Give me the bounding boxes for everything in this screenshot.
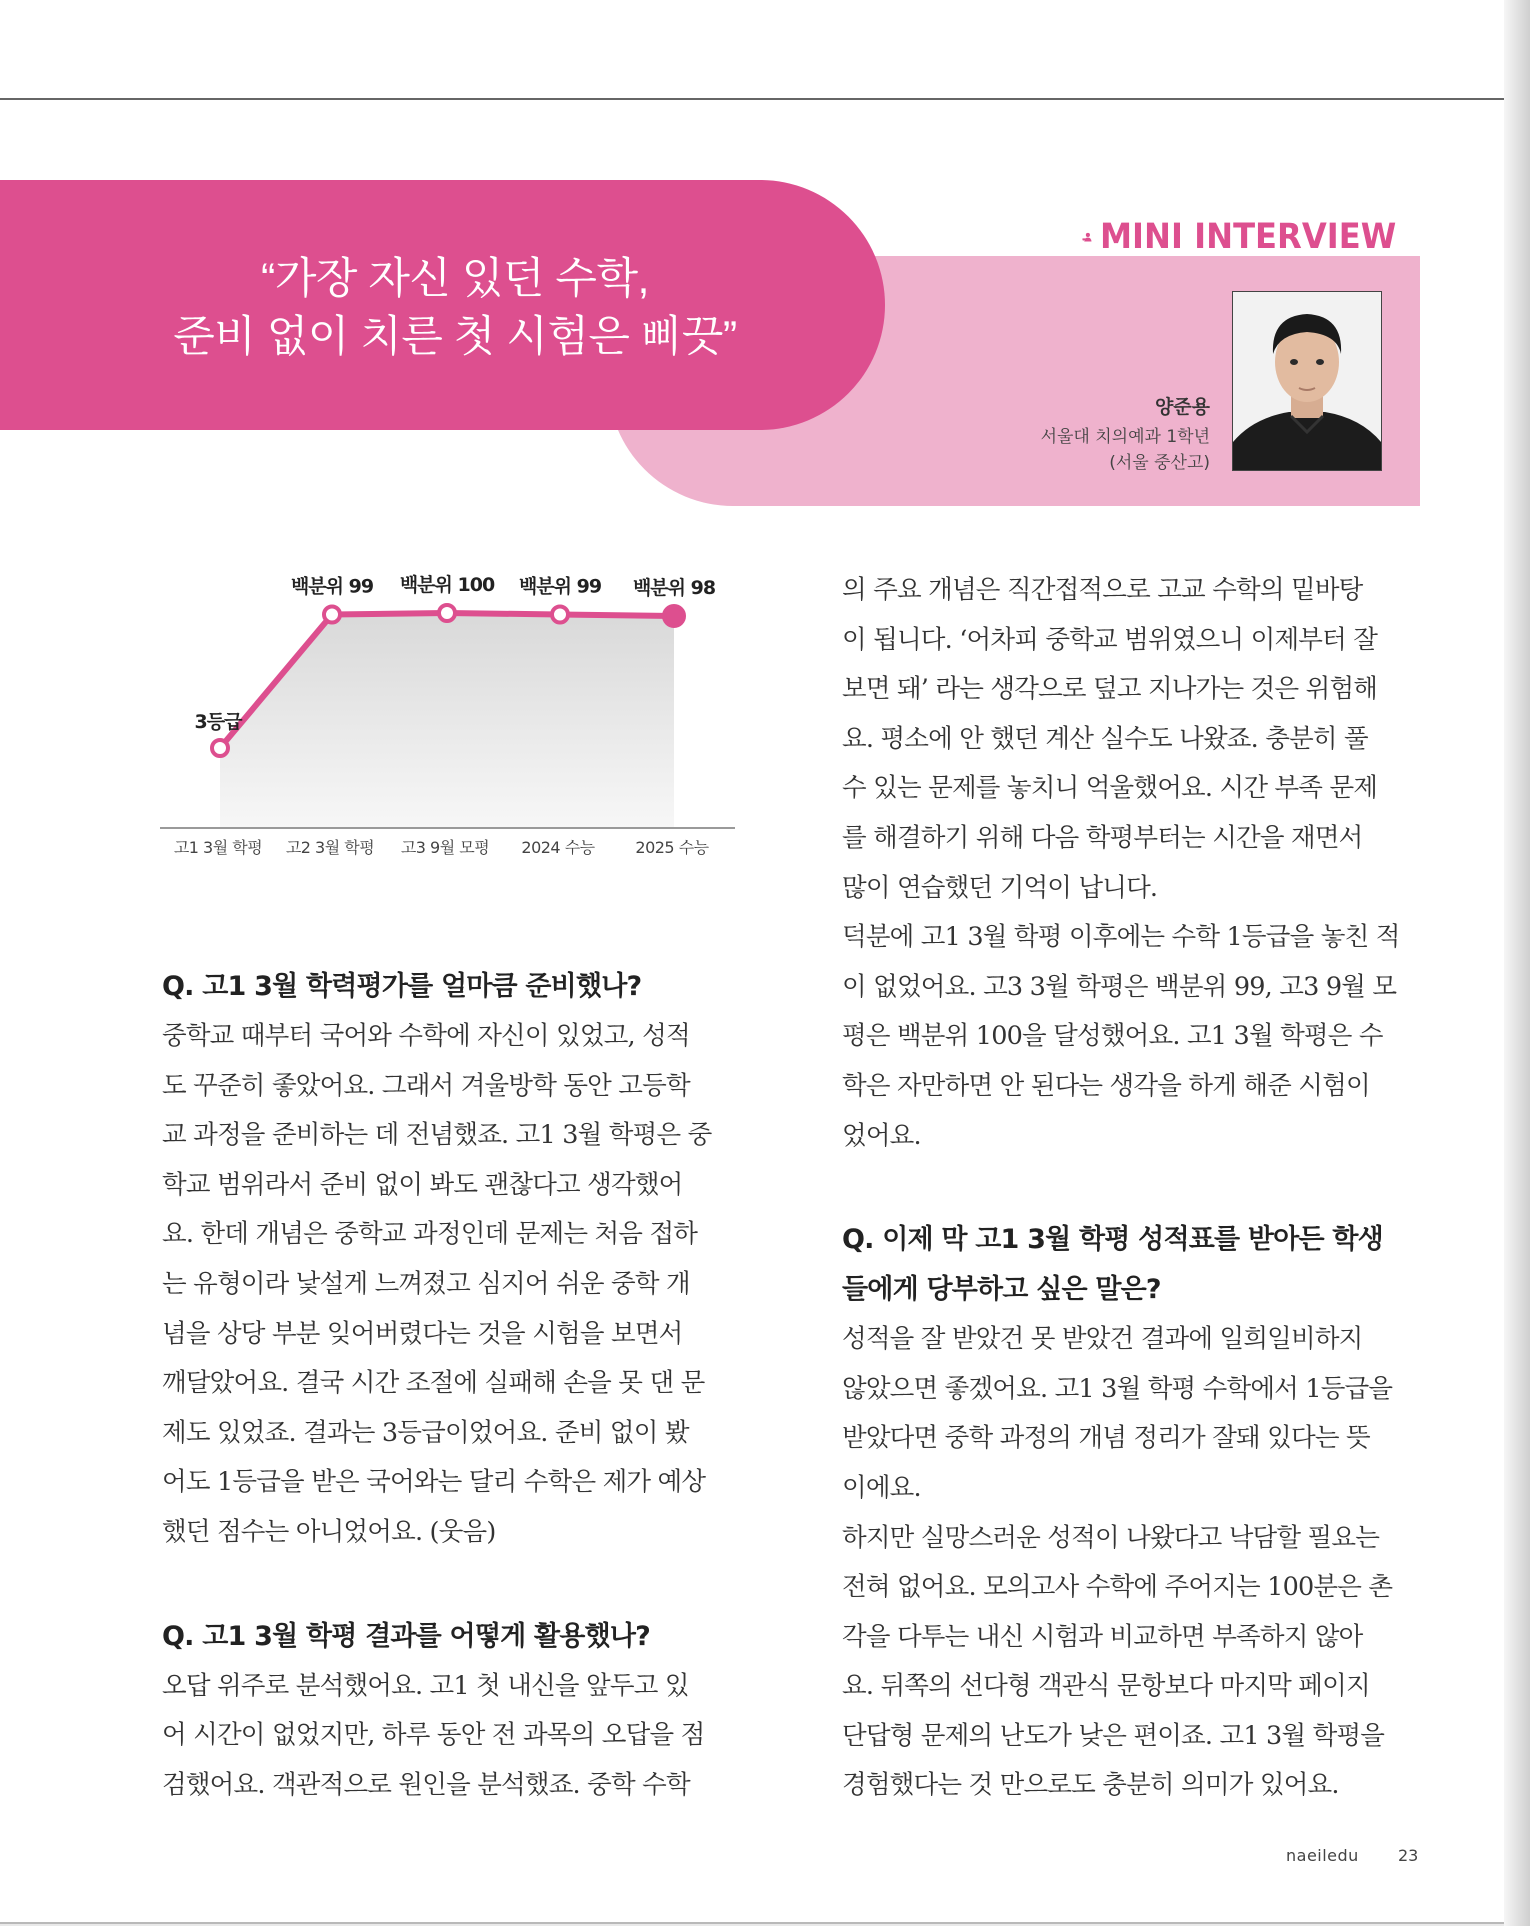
text-line: 는 유형이라 낯설게 느껴졌고 심지어 쉬운 중학 개 bbox=[162, 1268, 690, 1299]
chart-area-fill bbox=[220, 613, 674, 828]
headline-line-1: “가장 자신 있던 수학, bbox=[261, 255, 649, 303]
answer-2 bbox=[162, 1662, 752, 1811]
top-rule bbox=[0, 98, 1514, 100]
page-number: 23 bbox=[1398, 1846, 1419, 1865]
interviewee-photo bbox=[1232, 291, 1382, 471]
text-line: 각을 다투는 내신 시험과 비교하면 부족하지 않아 bbox=[842, 1621, 1363, 1652]
text-line: 교 과정을 준비하는 데 전념했죠. 고1 3월 학평은 중 bbox=[162, 1120, 712, 1151]
text-line: 하지만 실망스러운 성적이 나왔다고 낙담할 필요는 bbox=[842, 1522, 1380, 1553]
text-line: 어 시간이 없었지만, 하루 동안 전 과목의 오답을 점 bbox=[162, 1720, 705, 1751]
text-line: 이 됩니다. ‘어차피 중학교 범위였으니 이제부터 잘 bbox=[842, 624, 1378, 655]
text-line: 받았다면 중학 과정의 개념 정리가 잘돼 있다는 뜻 bbox=[842, 1423, 1370, 1454]
question-3-line-2: 들에게 당부하고 싶은 말은? bbox=[842, 1274, 1161, 1306]
chart-tick-label: 2025 수능 bbox=[635, 838, 709, 857]
text-line: 요. 뒤쪽의 선다형 객관식 문항보다 마지막 페이지 bbox=[842, 1671, 1370, 1702]
text-line: 검했어요. 객관적으로 원인을 분석했죠. 중학 수학 bbox=[162, 1769, 690, 1800]
text-line: 학교 범위라서 준비 없이 봐도 괜찮다고 생각했어 bbox=[162, 1169, 683, 1200]
chart-point bbox=[664, 606, 684, 626]
text-line: 요. 평소에 안 했던 계산 실수도 나왔죠. 충분히 풀 bbox=[842, 723, 1368, 754]
text-line: 오답 위주로 분석했어요. 고1 첫 내신을 앞두고 있 bbox=[162, 1670, 689, 1701]
score-line-chart bbox=[150, 560, 750, 860]
chart-tick-label: 고2 3월 학평 bbox=[285, 838, 375, 857]
text-line: 의 주요 개념은 직간접적으로 고교 수학의 밑바탕 bbox=[842, 575, 1363, 605]
portrait-image bbox=[1233, 292, 1381, 470]
chart-point bbox=[212, 740, 228, 756]
text-line: 어도 1등급을 받은 국어와는 달리 수학은 제가 예상 bbox=[162, 1467, 706, 1498]
text-line: 학은 자만하면 안 된다는 생각을 하게 해준 시험이 bbox=[842, 1070, 1370, 1101]
text-line: 않았으면 좋겠어요. 고1 3월 학평 수학에서 1등급을 bbox=[842, 1373, 1393, 1404]
text-line: 평은 백분위 100을 달성했어요. 고1 3월 학평은 수 bbox=[842, 1021, 1383, 1052]
right-column bbox=[842, 566, 1432, 1811]
text-line: 었어요. bbox=[842, 1120, 921, 1151]
text-line: 도 꾸준히 좋았어요. 그래서 겨울방학 동안 고등학 bbox=[162, 1070, 690, 1101]
interview-person-icon bbox=[1082, 217, 1092, 257]
left-column bbox=[162, 962, 752, 1810]
question-1: Q. 고1 3월 학력평가를 얼마큼 준비했나? bbox=[162, 971, 642, 1002]
headline bbox=[0, 250, 910, 366]
chart-data-label: 백분위 99 bbox=[290, 575, 374, 598]
interviewee-school: 서울대 치의예과 1학년 bbox=[1040, 427, 1210, 447]
chart-point bbox=[552, 607, 568, 623]
text-line: 많이 연습했던 기억이 납니다. bbox=[842, 872, 1158, 903]
text-line: 했던 점수는 아니었어요. (웃음) bbox=[162, 1516, 496, 1547]
text-line: 전혀 없어요. 모의고사 수학에 주어지는 100분은 촌 bbox=[842, 1572, 1393, 1603]
chart-data-label: 백분위 99 bbox=[518, 575, 602, 598]
answer-2-continued bbox=[842, 566, 1432, 1161]
footer-brand: naeiledu bbox=[1286, 1846, 1359, 1865]
text-line: 념을 상당 부분 잊어버렸다는 것을 시험을 보면서 bbox=[162, 1318, 683, 1349]
text-line: 경험했다는 것 만으로도 충분히 의미가 있어요. bbox=[842, 1770, 1339, 1801]
answer-1 bbox=[162, 1012, 752, 1558]
text-line: 단답형 문제의 난도가 낮은 편이죠. 고1 3월 학평을 bbox=[842, 1720, 1385, 1751]
mini-interview-label: MINI INTERVIEW bbox=[1099, 217, 1397, 257]
chart-tick-label: 고1 3월 학평 bbox=[173, 838, 263, 857]
answer-3 bbox=[842, 1315, 1432, 1811]
question-3-line-1: Q. 이제 막 고1 3월 학평 성적표를 받아든 학생 bbox=[842, 1224, 1383, 1256]
mini-interview-tag bbox=[1082, 215, 1422, 259]
question-2: Q. 고1 3월 학평 결과를 어떻게 활용했나? bbox=[162, 1620, 650, 1652]
text-line: 덕분에 고1 3월 학평 이후에는 수학 1등급을 놓친 적 bbox=[842, 922, 1400, 953]
text-line: 보면 돼’ 라는 생각으로 덮고 지나가는 것은 위험해 bbox=[842, 674, 1378, 705]
text-line: 성적을 잘 받았건 못 받았건 결과에 일희일비하지 bbox=[842, 1324, 1363, 1355]
text-line: 중학교 때부터 국어와 수학에 자신이 있었고, 성적 bbox=[162, 1021, 690, 1051]
text-line: 요. 한데 개념은 중학교 과정인데 문제는 처음 접하 bbox=[162, 1219, 698, 1250]
chart-tick-label: 고3 9월 모평 bbox=[400, 838, 490, 857]
page-curl-edge bbox=[1504, 0, 1530, 1926]
text-line: 이 없었어요. 고3 3월 학평은 백분위 99, 고3 9월 모 bbox=[842, 971, 1397, 1002]
chart-data-label: 백분위 100 bbox=[399, 574, 495, 596]
text-line: 수 있는 문제를 놓치니 억울했어요. 시간 부족 문제 bbox=[842, 773, 1378, 804]
text-line: 깨달았어요. 결국 시간 조절에 실패해 손을 못 댄 문 bbox=[162, 1368, 705, 1399]
interviewee-name: 양준용 bbox=[1154, 396, 1210, 418]
text-line: 제도 있었죠. 결과는 3등급이었어요. 준비 없이 봤 bbox=[162, 1417, 689, 1448]
text-line: 이에요. bbox=[842, 1472, 921, 1503]
chart-tick-label: 2024 수능 bbox=[521, 838, 595, 857]
chart-point bbox=[324, 607, 340, 623]
chart-data-label: 백분위 98 bbox=[632, 577, 716, 599]
chart-point bbox=[439, 605, 455, 621]
interviewee-high-school: (서울 중산고) bbox=[1109, 453, 1210, 473]
headline-line-2: 준비 없이 치른 첫 시험은 삐끗” bbox=[173, 313, 737, 361]
text-line: 를 해결하기 위해 다음 학평부터는 시간을 재면서 bbox=[842, 822, 1363, 853]
chart-data-label: 3등급 bbox=[194, 711, 242, 733]
